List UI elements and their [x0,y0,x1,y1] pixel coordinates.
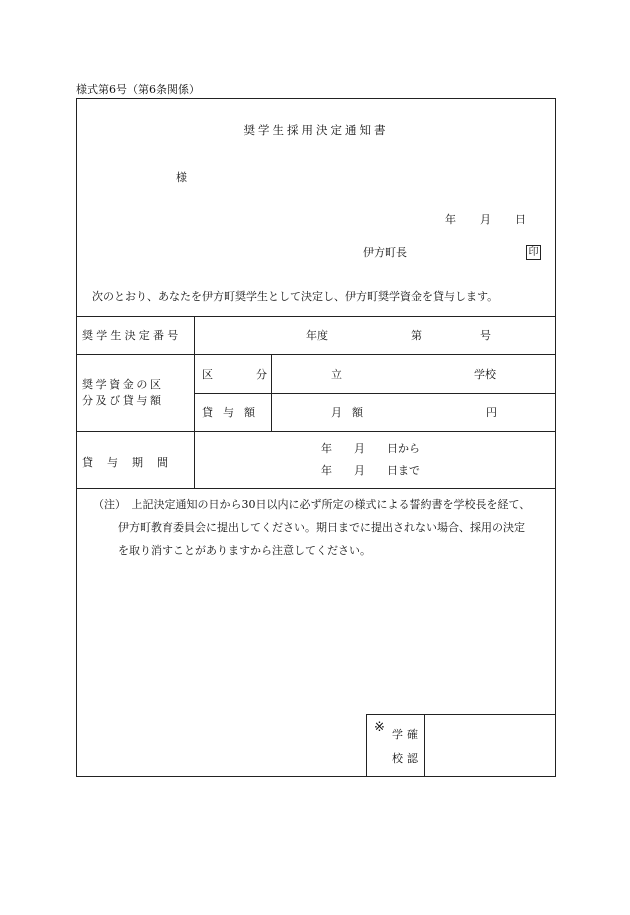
document-frame [76,98,556,777]
note-line-1: （注） 上記決定通知の日から30日以内に必ず所定の様式による誓約書を学校長を経て、 [93,498,531,511]
school-confirm-label-line1: 学確 [392,728,422,741]
date-month-label: 月 [480,213,491,226]
issuer-name: 伊方町長 [363,246,407,259]
date-year-label: 年 [445,213,456,226]
row-divider-1 [76,354,556,355]
school-type-label: 立 [331,368,342,381]
fiscal-year-label: 年度 [306,329,328,342]
seal-stamp-box: 印 [526,245,541,260]
school-label: 学校 [474,368,496,381]
monthly-amount-label: 月額 [331,406,373,419]
confirm-box-top [366,714,556,715]
period-from-text: 年 月 日から [321,442,420,455]
period-to-text: 年 月 日まで [321,464,420,477]
yen-unit-label: 円 [486,406,497,419]
row-divider-2 [76,431,556,432]
decision-number-label: 奨学生決定番号 [82,329,182,342]
label-column-divider [194,316,195,488]
school-confirm-label-line2: 校認 [392,752,422,765]
category-label-line1: 奨学資金の区 [82,378,164,391]
loan-period-label: 貸与期間 [82,456,182,469]
table-top-border [76,316,556,317]
confirm-box-left [366,714,367,777]
kubun-label-a: 区 [202,368,213,381]
row-divider-sub [194,393,556,394]
document-title: 奨学生採用決定通知書 [243,123,389,137]
loan-amount-label: 貸与額 [202,406,265,419]
reference-mark: ※ [374,720,385,735]
form-number-label: 様式第6号（第6条関係） [76,83,200,96]
date-day-label: 日 [515,213,526,226]
table-bottom-border [76,488,556,489]
addressee-honorific: 様 [176,171,187,184]
confirm-box-divider [424,714,425,777]
note-line-2: 伊方町教育委員会に提出してください。期日までに提出されない場合、採用の決定 [118,521,525,534]
kubun-label-b: 分 [256,368,267,381]
number-suffix-label: 号 [480,329,491,342]
category-label-line2: 分及び貸与額 [82,394,164,407]
sub-column-divider [271,354,272,431]
notice-text: 次のとおり、あなたを伊方町奨学生として決定し、伊方町奨学資金を貸与します。 [92,290,499,303]
number-prefix-label: 第 [411,329,422,342]
note-line-3: を取り消すことがありますから注意してください。 [118,544,371,557]
